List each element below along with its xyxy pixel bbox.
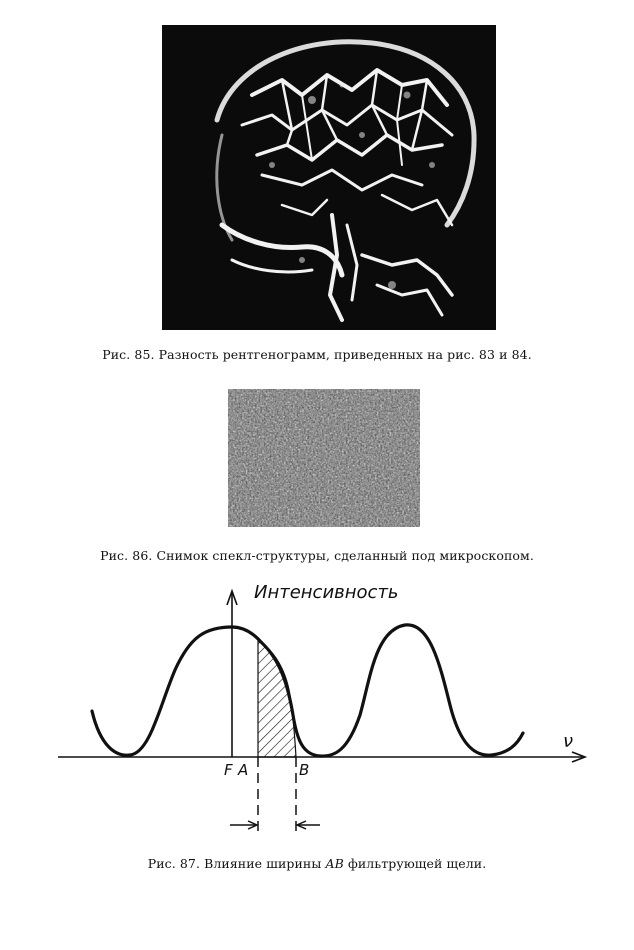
intensity-curve — [92, 625, 523, 756]
figure-86-number: Рис. 86. — [100, 548, 153, 563]
xray-skull-drawing — [162, 25, 496, 330]
figure-85-caption — [0, 347, 634, 362]
figure-86-text: Снимок спекл-структуры, сделанный под микроскопом. — [156, 548, 534, 563]
figure-85-text: Разность рентгенограмм, приведенных на рис. 83 и 84. — [158, 347, 532, 362]
point-F-label: F — [224, 761, 233, 779]
point-B-label: B — [299, 761, 310, 779]
figure-87-text-after: фильтрующей щели. — [343, 856, 487, 871]
figure-86-caption — [0, 548, 634, 563]
figure-87-number: Рис. 87. — [147, 856, 201, 871]
x-axis-label: ν — [563, 731, 574, 752]
figure-87-text-italic: AB — [325, 856, 344, 871]
figure-87-caption — [0, 856, 634, 871]
figure-87-text-before: Влияние ширины — [204, 856, 326, 871]
intensity-plot — [0, 575, 634, 845]
speckle-pattern-image — [228, 389, 420, 527]
speckle-texture — [228, 389, 420, 527]
xray-difference-image — [162, 25, 496, 330]
figure-85-number: Рис. 85. — [102, 347, 155, 362]
point-A-label: A — [238, 761, 249, 779]
intensity-plot-svg — [0, 575, 634, 845]
y-axis-label: Интенсивность — [254, 582, 399, 603]
